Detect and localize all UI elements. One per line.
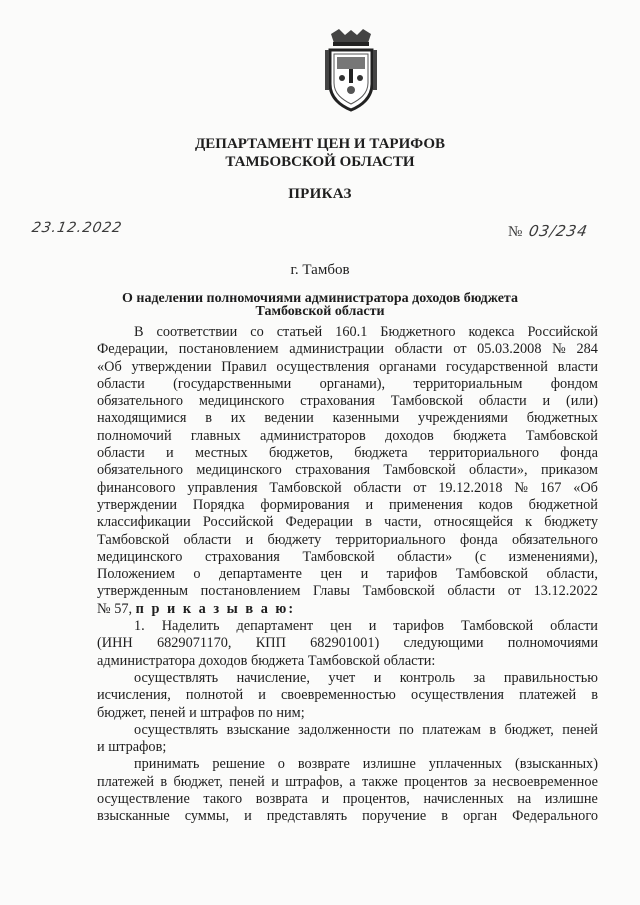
body-line: принимать решение о возврате излишне уплаченных (взысканных) xyxy=(134,756,598,773)
body-line: осуществлять начисление, учет и контроль за правильностью xyxy=(134,669,598,686)
body-line: утвержденным постановлением Главы Тамбовской области от 13.12.2022 xyxy=(97,583,598,600)
number-value: 03/234 xyxy=(527,222,590,240)
body-line: администратора доходов бюджета Тамбовской области: xyxy=(97,652,436,669)
body-line: платежей в бюджет, пеней и штрафов, а также процентов за несвоевременное xyxy=(97,773,598,790)
body-line: области и местных бюджетов, бюджета территориального фонда xyxy=(97,445,598,462)
body-line: финансового управления Тамбовской области от 19.12.2018 № 167 «Об xyxy=(97,479,598,496)
body-line: утверждении Порядка формирования и применения кодов бюджетной xyxy=(97,496,598,513)
body-line: бюджет, пеней и штрафов по ним; xyxy=(97,704,305,721)
doc-date: 23.12.2022 xyxy=(30,220,124,236)
org-name-line1: ДЕПАРТАМЕНТ ЦЕН И ТАРИФОВ xyxy=(194,136,445,152)
tambov-coat-of-arms-icon xyxy=(319,28,383,114)
body-line: полномочий главных администраторов доходов бюджета Тамбовской xyxy=(97,427,598,444)
body-line: осуществлять взыскание задолженности по платежам в бюджет, пеней xyxy=(134,721,598,738)
body-line: 1. Наделить департамент цен и тарифов Тамбовской области xyxy=(134,618,598,635)
body-line: (ИНН 6829071170, КПП 682901001) следующими полномочиями xyxy=(97,635,598,652)
body-line: и штрафов; xyxy=(97,739,167,756)
body-line: области (государственными органами), территориальным фондом xyxy=(97,375,598,392)
doc-title-line1: О наделении полномочиями администратора доходов бюджета xyxy=(122,291,518,306)
org-name-line2: ТАМБОВСКОЙ ОБЛАСТИ xyxy=(225,154,415,170)
doc-body xyxy=(97,324,598,826)
body-line: Тамбовской области и бюджету территориального фонда обязательного xyxy=(97,531,598,548)
body-line: исчисления, полнотой и своевременностью осуществления платежей в xyxy=(97,687,598,704)
body-line: находящимися в их ведении казенными учреждениями бюджетных xyxy=(97,410,598,427)
body-line: № 57, п р и к а з ы в а ю: xyxy=(97,600,296,617)
body-line: взысканные суммы, и представлять поручение в орган Федерального xyxy=(97,808,598,825)
body-line: обязательного медицинского страхования Тамбовской области», приказом xyxy=(97,462,598,479)
city: г. Тамбов xyxy=(290,262,350,278)
doc-number xyxy=(508,222,588,241)
body-line: осуществление такого возврата и процентов, начисленных на излишне xyxy=(97,791,598,808)
doc-title-line2: Тамбовской области xyxy=(255,304,385,319)
body-line: классификации Российской Федерации в части, относящейся к бюджету xyxy=(97,514,598,531)
body-line: Положением о департаменте цен и тарифов Тамбовской области, xyxy=(97,566,598,583)
body-line: обязательного медицинского страхования Тамбовской области и (или) xyxy=(97,393,598,410)
body-line: В соответствии со статьей 160.1 Бюджетного кодекса Российской xyxy=(134,324,598,340)
number-sign: № xyxy=(508,224,524,240)
body-line: Федерации, постановлением администрации области от 05.03.2008 № 284 xyxy=(97,341,598,358)
doc-type: ПРИКАЗ xyxy=(288,186,352,202)
order-word: п р и к а з ы в а ю: xyxy=(135,600,296,617)
body-line: медицинского страхования Тамбовской области» (с изменениями), xyxy=(97,548,598,565)
body-line: «Об утверждении Правил осуществления органами государственной власти xyxy=(97,358,598,375)
